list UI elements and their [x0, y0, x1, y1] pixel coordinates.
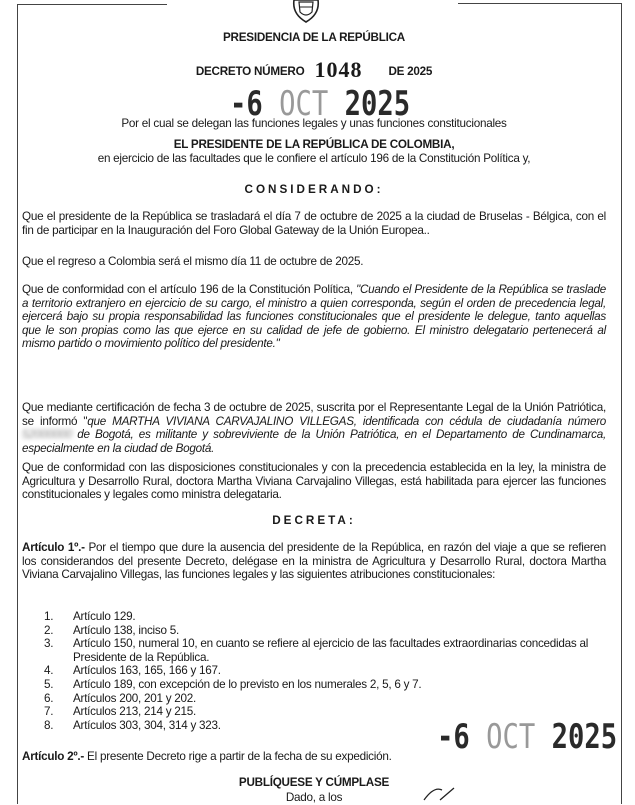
item-number: 5.: [44, 677, 54, 691]
page-border-top: [17, 4, 167, 5]
stamp-month: OCT: [486, 717, 536, 757]
institution-title: PRESIDENCIA DE LA REPÚBLICA: [223, 31, 405, 44]
given-line: Dado, a los: [285, 791, 343, 804]
constitution-quote: "Cuando el Presidente de la República se traslade a territorio extranjero en ejercicio de su cargo, el ministro a quien corresponda, según el orden de precedencia legal, ejercerá bajo su propia responsabilidad las funciones constitucionales que el presidente le delegue, tanto aquellas que le son propias como las que ejerce en su calidad de jefe de gobierno. El ministro delegatario pertenecerá al mismo partido o movimiento político del presidente.": [22, 283, 606, 351]
page-border-left: [17, 4, 18, 804]
considerando-paragraph-3: [22, 283, 606, 351]
certification-quote: de Bogotá, es militante y sobreviviente de la Unión Patriótica, en el Departamento de Cundinamarca, especialmente en la ciudad de Bogotá.: [22, 428, 606, 455]
decree-number-line: [22, 57, 606, 82]
article-2: [22, 750, 606, 764]
item-number: 8.: [44, 718, 54, 732]
list-item: [22, 692, 597, 706]
item-text: Artículo 150, numeral 10, en cuanto se refiere al ejercicio de las facultades extraordinarias concedidas al Presidente de la República.: [73, 637, 589, 664]
coat-of-arms-icon: [286, 0, 326, 24]
signature-stroke: [420, 784, 460, 802]
considerando-paragraph-4: [22, 401, 606, 455]
article-1-label: Artículo 1º.-: [22, 541, 85, 554]
item-text: Artículos 213, 214 y 215.: [73, 705, 197, 719]
authority: EL PRESIDENTE DE LA REPÚBLICA DE COLOMBIA,: [173, 138, 455, 151]
article-1: [22, 541, 606, 582]
paragraph-text: Que de conformidad con el artículo 196 de la Constitución Política,: [22, 283, 357, 296]
attributions-list: [22, 610, 597, 732]
list-item: [22, 610, 597, 624]
list-item: [22, 637, 597, 664]
decree-number: 1048: [314, 57, 363, 82]
stamp-year: 2025: [344, 84, 411, 124]
article-2-label: Artículo 2º.-: [22, 750, 85, 763]
article-2-text: El presente Decreto rige a partir de la fecha de su expedición.: [84, 750, 392, 763]
item-text: Artículo 189, con excepción de lo previsto en los numerales 2, 5, 6 y 7.: [73, 677, 422, 691]
legal-basis: en ejercicio de las facultades que le confiere el artículo 196 de la Constitución Política y,: [97, 152, 531, 165]
decree-year: DE 2025: [388, 65, 433, 78]
item-text: Artículo 138, inciso 5.: [73, 623, 179, 637]
list-item: [22, 624, 597, 638]
stamp-day: -6: [437, 717, 470, 757]
item-number: 7.: [44, 705, 54, 719]
item-text: Artículos 303, 304, 314 y 323.: [73, 718, 221, 732]
considerando-heading: CONSIDERANDO:: [244, 183, 384, 196]
page-border-right: [621, 4, 622, 804]
item-number: 4.: [44, 664, 54, 678]
item-number: 3.: [44, 637, 54, 651]
publish-formula: PUBLÍQUESE Y CÚMPLASE: [238, 776, 390, 789]
considerando-paragraph-2: Que el regreso a Colombia será el mismo día 11 de octubre de 2025.: [22, 255, 364, 268]
decree-label: DECRETO NÚMERO: [195, 65, 305, 78]
article-1-text: Por el tiempo que dure la ausencia del presidente de la República, en razón del viaje a que se refieren los considerandos del presente Decreto, delégase en la ministra de Agricultura y Desarrollo Rural, doctora Martha Viviana Carvajalino Villegas, las funciones legales y las siguientes atribuciones constitucionales:: [22, 541, 606, 582]
stamp-day: -6: [230, 84, 263, 124]
item-number: 6.: [44, 691, 54, 705]
stamp-year: 2025: [551, 717, 618, 757]
item-text: Artículos 163, 165, 166 y 167.: [73, 664, 221, 678]
certification-quote: que MARTHA VIVIANA CARVAJALINO VILLEGAS, identificada con cédula de ciudadanía número: [87, 414, 606, 428]
item-text: Artículo 129.: [73, 610, 136, 623]
considerando-paragraph-1: Que el presidente de la República se trasladará el día 7 de octubre de 2025 a la ciudad de Bruselas - Bélgica, con el fin de participar en la Inauguración del Foro Global Gateway de la Unión Europea..: [22, 210, 606, 237]
page-border-top: [458, 3, 622, 4]
item-text: Artículos 200, 201 y 202.: [73, 691, 197, 705]
decreta-heading: DECRETA:: [272, 514, 356, 527]
list-item: [22, 664, 597, 678]
item-number: 2.: [44, 623, 54, 637]
decree-subject: Por el cual se delegan las funciones legales y unas funciones constitucionales: [121, 117, 507, 130]
paragraph-text: Que mediante certificación de fecha 3 de octubre de 2025, suscrita por el Representante Legal de la Unión Patriótica, se informó ": [22, 401, 606, 428]
stamp-month: OCT: [279, 84, 329, 124]
considerando-paragraph-5: Que de conformidad con las disposiciones constitucionales y con la precedencia establecida en la ley, la ministra de Agricultura y Desarrollo Rural, doctora Martha Viviana Carvajalino Villegas, está habilitada para ejercer las funciones constitucionales y legales como ministra delegataria.: [22, 461, 606, 502]
redacted-id-number: 52000000: [22, 428, 73, 442]
item-number: 1.: [44, 610, 54, 623]
list-item: [22, 678, 597, 692]
